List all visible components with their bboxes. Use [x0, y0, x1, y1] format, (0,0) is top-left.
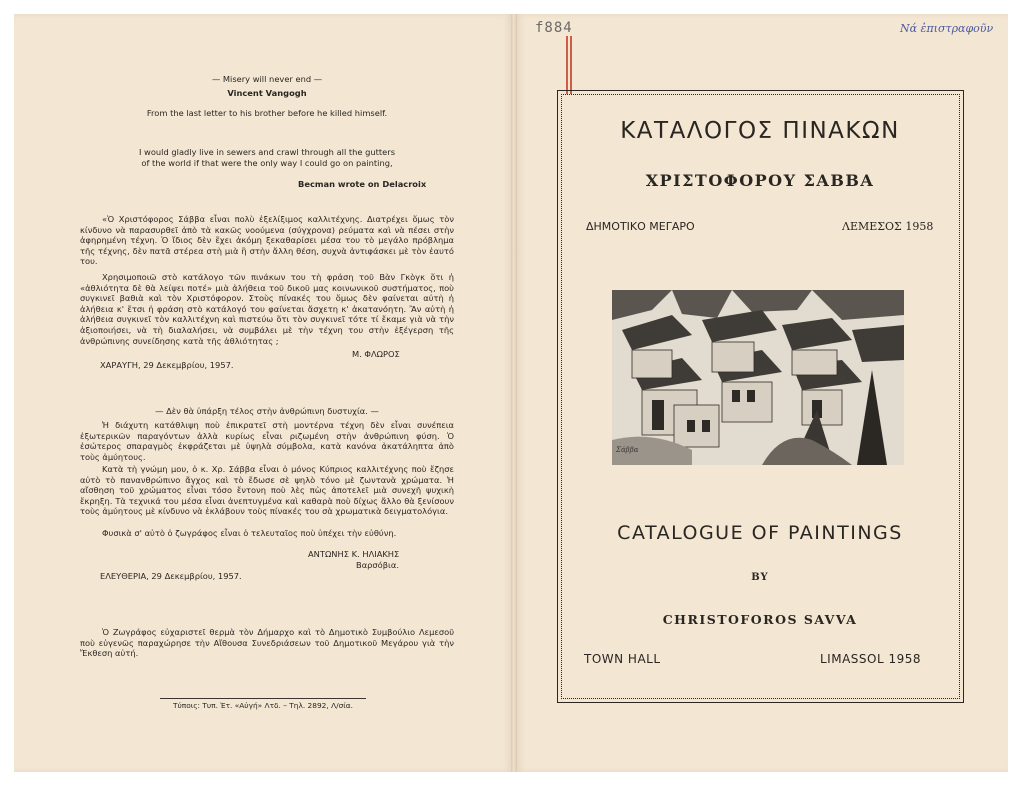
- review-iliakis-heading: — Δὲν θὰ ὑπάρξη τέλος στὴν ἀνθρώπινη δυστυχία. —: [155, 406, 379, 416]
- thanks-paragraph: Ὁ Ζωγράφος εὐχαριστεῖ θερμὰ τὸν Δήμαρχο καὶ τὸ Δημοτικὸ Συμβούλιο Λεμεσοῦ ποὺ εὐγενῶς παραχώρησε τὴν Αἴθουσα Συνεδριάσεων τοῦ Δημοτικοῦ Μεγάρου γιὰ τὴν Ἔκθεση αὐτή.: [80, 627, 454, 659]
- review-iliakis-para2: Κατὰ τὴ γνώμη μου, ὁ κ. Χρ. Σάββα εἶναι ὁ μόνος Κύπριος καλλιτέχνης ποὺ ἔζησε αὐτὸ τὸ πανανθρώπινο ἄγχος καὶ τὸ ἔδωσε σὲ ψηλὸ τόνο μὲ ζωντανὰ χρώματα. Ἡ αἴσθηση τοῦ χρώματος εἶναι τόσο ἔντονη ποὺ λὲς πὼς ἀποτελεῖ μιὰ συνεχῆ ψυχικὴ ἔκρηξη. Τὰ τεχνικά του μέσα εἶναι ἀνεπτυγμένα καὶ καθαρὰ ποὺ δίχως ἄλλο θὰ ξενίσουν τοὺς ἀμύητους μὲ κίνδυνο νὰ ἐκλάβουν τοὺς πίνακές του σὰ χρωματικὰ δειγματολόγια.: [80, 464, 454, 517]
- review-floros-para1: «Ὁ Χριστόφορος Σάββα εἶναι πολὺ ἐξελίξιμος καλλιτέχνης. Διατρέχει ὅμως τὸν κίνδυνο νὰ παρασυρθεῖ ἀπὸ τὰ κακῶς νοούμενα (σύγχρονα) ρεύματα καὶ νὰ πέσει στὴν ἀφηρημένη τέχνη. Ὁ ἴδιος δὲν ἔχει ἀκόμη ξεκαθαρίσει μέσα του τὸ μεγάλο πρόβλημα τῆς τέχνης, δὲν πατᾶ στέρεα στὴ μιὰ ἢ στὴν ἄλλη θέση, συχνὰ ἀντιφάσκει μὲ τὸν ἑαυτό του.: [80, 214, 454, 267]
- review-floros-para2: Χρησιμοποιῶ στὸ κατάλογο τῶν πινάκων του τὴ φράση τοῦ Βὰν Γκὸγκ ὅτι ἡ «ἀθλιότητα δὲ θὰ λείψει ποτέ» μιὰ ἀλήθεια τοῦ δικοῦ μας κοινωνικοῦ συστήματος, ποὺ συγκινεῖ βαθιὰ καὶ τὸν Χριστόφορον. Στοὺς πίνακές του ὅμως δὲν φαίνεται αὐτὴ ἡ ἀλήθεια κ' ἔτσι ἡ φράση στὸ κατάλογό του φαίνεται ἄσχετη κ' ἀκατανόητη. Ἂν αὐτὴ ἡ ἀλήθεια συγκινεῖ τὸν καλλιτέχνη καὶ πιστεύω ὅτι τὸν συγκινεῖ τότε τί ἔκαμε γιὰ νὰ τὴν ἀξιοποιήσει, νὰ τὴ διαλαλήσει, νὰ συμβάλει μὲ τὴν τέχνη του στὴν ἐξέγερση τῆς ἀνθρώπινης συνείδησης κατὰ τῆς ἀθλιότητας ;: [80, 272, 454, 346]
- red-ink-mark: [566, 36, 572, 94]
- cover-artist-greek: ΧΡΙΣΤΟΦΟΡΟΥ ΣΑΒΒΑ: [645, 171, 875, 190]
- archive-number: f884: [535, 20, 573, 36]
- quote-vangogh-author: Vincent Vangogh: [227, 88, 307, 98]
- cover-place-english: LIMASSOL 1958: [820, 652, 922, 666]
- cover-place-greek: ΛΕΜΕΣΟΣ 1958: [842, 220, 934, 233]
- cover-title-greek: ΚΑΤΑΛΟΓΟΣ ΠΙΝΑΚΩΝ: [620, 118, 900, 144]
- painting-signature: Σάββα: [616, 446, 639, 454]
- page-fold: [511, 14, 517, 772]
- cover-artist-english: CHRISTOFOROS SAVVA: [662, 612, 858, 627]
- cover-by: BY: [751, 572, 769, 583]
- quote-delacroix-author: Becman wrote on Delacroix: [298, 179, 427, 189]
- cover-venue-greek: ΔΗΜΟΤΙΚΟ ΜΕΓΑΡΟ: [586, 220, 695, 233]
- cover-title-english: CATALOGUE OF PAINTINGS: [617, 522, 903, 544]
- cover-painting: [612, 290, 904, 465]
- painting-rooftops: [612, 290, 904, 465]
- handwritten-note: Νά ἐπιστραφοῦν: [900, 22, 994, 35]
- footer-rule: [160, 698, 366, 699]
- review-iliakis-place: Βαρσόβια.: [356, 560, 399, 570]
- quote-delacroix-line1: I would gladly live in sewers and crawl through all the gutters: [138, 147, 396, 157]
- quote-delacroix-line2: of the world if that were the only way I could go on painting,: [141, 158, 393, 168]
- review-floros-source: ΧΑΡΑΥΓΗ, 29 Δεκεμβρίου, 1957.: [100, 360, 234, 370]
- quote-vangogh-source: From the last letter to his brother before he killed himself.: [146, 108, 388, 118]
- review-iliakis-signature: ΑΝΤΩΝΗΣ Κ. ΗΛΙΑΚΗΣ: [308, 549, 400, 559]
- review-iliakis-para3: Φυσικὰ σ' αὐτὸ ὁ ζωγράφος εἶναι ὁ τελευταῖος ποὺ ὑπέχει τὴν εὐθύνη.: [102, 528, 397, 538]
- review-floros-signature: Μ. ΦΛΩΡΟΣ: [352, 349, 400, 359]
- cover-venue-english: TOWN HALL: [584, 652, 661, 666]
- review-iliakis-para1: Ἡ διάχυτη κατάθλιψη ποὺ ἐπικρατεῖ στὴ μοντέρνα τέχνη δὲν εἶναι συνέπεια ἐξωτερικῶν παραγόντων ἀλλὰ κυρίως εἶναι ριζωμένη στὴν ἀνθρώπινη φύση. Ὁ ἐσώτερος σπαραγμὸς ἐκφράζεται μὲ ὑψηλὰ σύμβολα, κατὰ κανόνα ἀκατάληπτα ἀπὸ τοὺς ἀμύητους.: [80, 420, 454, 462]
- quote-vangogh-line: — Misery will never end —: [211, 74, 323, 84]
- review-iliakis-source: ΕΛΕΥΘΕΡΙΑ, 29 Δεκεμβρίου, 1957.: [100, 571, 242, 581]
- printer-credit: Τύποις: Τυπ. Ἑτ. «Αὐγή» Λτδ. – Τηλ. 2892, Λ/σία.: [172, 701, 354, 710]
